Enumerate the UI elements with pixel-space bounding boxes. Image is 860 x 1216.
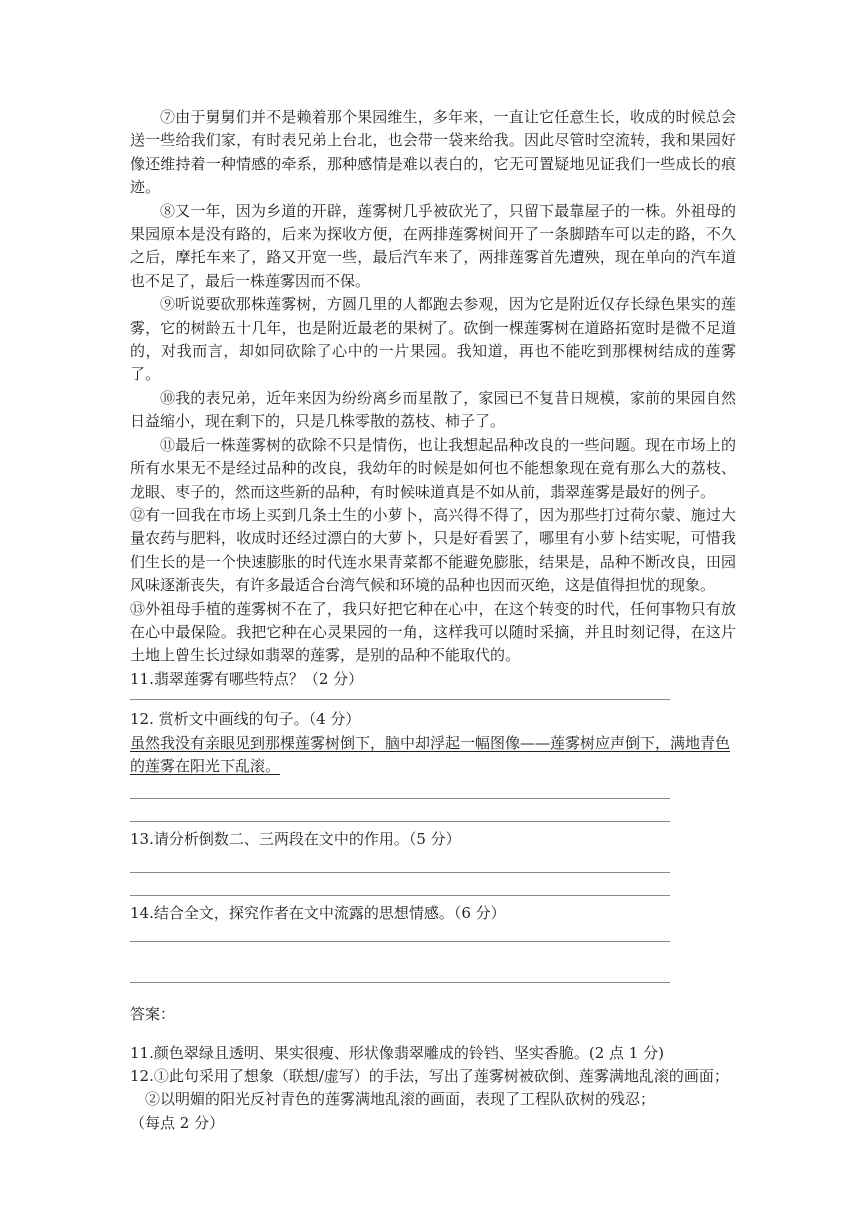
paragraph-7: ⑦由于舅舅们并不是赖着那个果园维生，多年来，一直让它任意生长，收成的时候总会送一些给我们家，有时表兄弟上台北，也会带一袋来给我。因此尽管时空流转，我和果园好像还维持着一种情感的牵系，那种感情是难以表白的，它无可置疑地见证我们一些成长的痕迹。 [130,108,736,197]
document-page [130,106,736,1135]
answer-line [130,941,670,942]
question-12: 12. 赏析文中画线的句子。（4 分） [130,710,361,729]
answer-line [130,699,670,700]
answer-line [130,872,670,873]
paragraph-12: ⑫有一回我在市场上买到几条土生的小萝卜，高兴得不得了，因为那些打过荷尔蒙、施过大量农药与肥料，收成时还经过漂白的大萝卜，只是好看罢了，哪里有小萝卜结实呢，可惜我们生长的是一个快速膨胀的时代连水果青菜都不能避免膨胀，结果是，品种不断改良，田园风味逐渐丧失，有许多最适合台湾气候和环境的品种也因而灭绝，这是值得担忧的现象。 [130,505,736,595]
question-12-quote: 虽然我没有亲眼见到那棵莲雾树倒下，脑中却浮起一幅图像——莲雾树应声倒下，满地青色的莲雾在阳光下乱滚。 [130,733,731,775]
answer-12-scoring: （每点 2 分） [130,1113,225,1132]
answer-12-point-1: 12.①此句采用了想象（联想/虚写）的手法，写出了莲雾树被砍倒、莲雾满地乱滚的画面； [130,1067,729,1085]
paragraph-8: ⑧又一年，因为乡道的开辟，莲雾树几乎被砍光了，只留下最靠屋子的一株。外祖母的果园原本是没有路的，后来为探收方便，在两排莲雾树间开了一条脚踏车可以走的路，不久之后，摩托车来了，路又开宽一些，最后汽车来了，两排莲雾首先遭殃，现在单向的汽车道也不足了，最后一株莲雾因而不保。 [130,201,736,290]
question-13: 13.请分析倒数二、三两段在文中的作用。（5 分） [130,830,461,849]
answer-line [130,895,670,896]
answer-11: 11.颜色翠绿且透明、果实很瘦、形状像翡翠雕成的铃铛、坚实香脆。(2 点 1 分) [130,1043,664,1062]
paragraph-10: ⑩我的表兄弟，近年来因为纷纷离乡而星散了，家园已不复昔日规模，家前的果园自然日益缩小，现在剩下的，只是几株零散的荔枝、柿子了。 [130,388,736,431]
answer-line [130,798,670,799]
question-14: 14.结合全文，探究作者在文中流露的思想情感。（6 分） [130,903,506,922]
answer-12-point-2: ②以明媚的阳光反衬青色的莲雾满地乱滚的画面，表现了工程队砍树的残忍； [145,1090,656,1109]
paragraph-9: ⑨听说要砍那株莲雾树，方圆几里的人都跑去参观，因为它是附近仅存长绿色果实的莲雾，它的树龄五十几年，也是附近最老的果树了。砍倒一棵莲雾树在道路拓宽时是微不足道的，对我而言，却如同砍除了心中的一片果园。我知道，再也不能吃到那棵树结成的莲雾了。 [130,295,736,384]
question-11: 11.翡翠莲雾有哪些特点？（2 分） [130,669,364,688]
answer-line [130,982,670,983]
paragraph-11: ⑪最后一株莲雾树的砍除不只是情伤，也让我想起品种改良的一些问题。现在市场上的所有水果无不是经过品种的改良，我幼年的时候是如何也不能想象现在竟有那么大的荔枝、龙眼、枣子的，然而这些新的品种，有时候味道真是不如从前，翡翠莲雾是最好的例子。 [130,435,736,501]
answers-title: 答案： [130,1005,176,1024]
paragraph-13: ⑬外祖母手植的莲雾树不在了，我只好把它种在心中，在这个转变的时代，任何事物只有放在心中最保险。我把它种在心灵果园的一角，这样我可以随时采摘，并且时刻记得，在这片土地上曾生长过绿如翡翠的莲雾，是别的品种不能取代的。 [130,599,736,665]
answer-line [130,821,670,822]
